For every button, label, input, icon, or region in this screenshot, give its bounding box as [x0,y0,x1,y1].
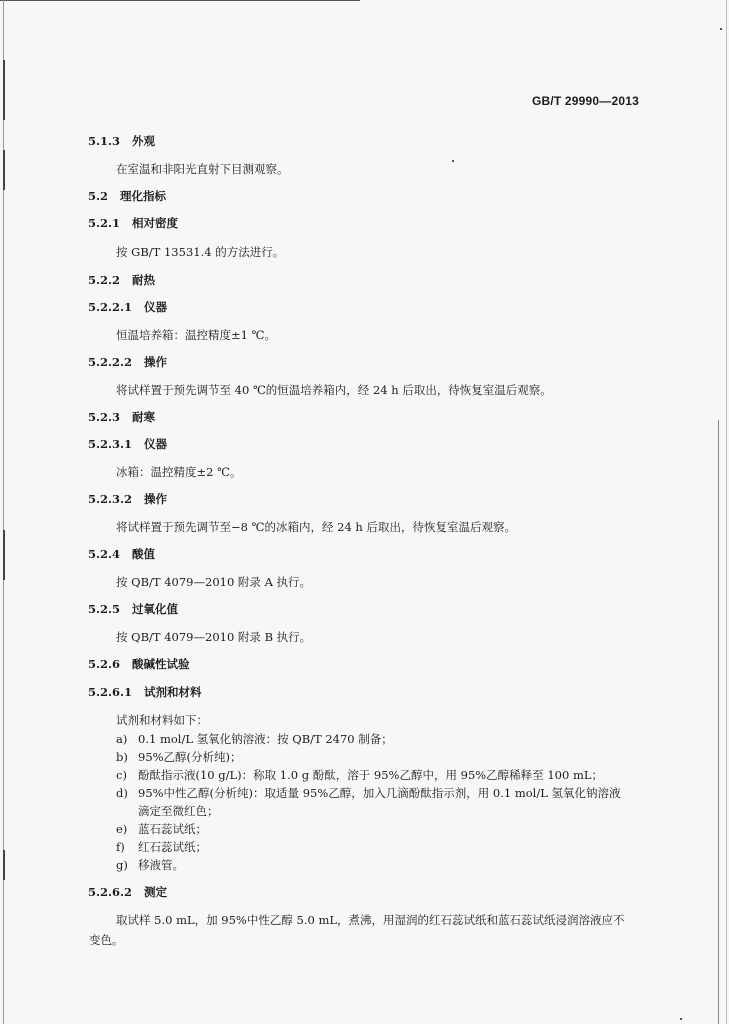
paragraph: 在室温和非阳光直射下目测观察。 [116,162,289,176]
scan-mark [3,150,5,190]
scan-edge-top [0,0,360,1]
heading-5-2: 5.2 理化指标 [88,189,167,203]
list-item-continuation: 滴定至微红色； [138,804,219,818]
paragraph: 将试样置于预先调节至−8 ℃的冰箱内，经 24 h 后取出，待恢复室温后观察。 [116,520,516,534]
heading-5-2-2-2: 5.2.2.2 操作 [88,355,168,369]
scan-speck [452,160,454,162]
list-item: e) 蓝石蕊试纸； [116,822,207,836]
scan-edge-right [718,420,719,1024]
scan-mark [3,530,5,580]
paragraph: 取试样 5.0 mL，加 95%中性乙醇 5.0 mL，煮沸，用湿润的红石蕊试纸和蓝石蕊试纸浸润溶液应不 [116,913,625,927]
paragraph: 按 QB/T 4079—2010 附录 A 执行。 [116,575,312,589]
list-item: c) 酚酞指示液(10 g/L)：称取 1.0 g 酚酞，溶于 95%乙醇中，用 95%乙醇稀释至 100 mL； [116,768,603,782]
heading-5-2-6: 5.2.6 酸碱性试验 [88,657,190,671]
list-item: g) 移液管。 [116,858,184,872]
paragraph: 按 QB/T 4079—2010 附录 B 执行。 [116,630,312,644]
list-item: a) 0.1 mol/L 氢氧化钠溶液：按 QB/T 2470 制备； [116,732,393,746]
heading-5-2-2: 5.2.2 耐热 [88,273,156,287]
heading-5-2-1: 5.2.1 相对密度 [88,216,179,230]
paragraph-continuation: 变色。 [89,933,124,947]
heading-5-1-3: 5.1.3 外观 [88,134,156,148]
heading-5-2-3-2: 5.2.3.2 操作 [88,492,168,506]
paragraph: 试剂和材料如下： [116,713,208,727]
standard-code: GB/T 29990—2013 [531,94,639,108]
scan-speck [680,1018,682,1020]
scan-mark [3,60,5,120]
heading-5-2-6-2: 5.2.6.2 测定 [88,885,168,899]
heading-5-2-5: 5.2.5 过氧化值 [88,602,179,616]
paragraph: 冰箱：温控精度±2 ℃。 [116,465,242,479]
list-item: f) 红石蕊试纸； [116,840,207,854]
list-item: d) 95%中性乙醇(分析纯)：取适量 95%乙醇，加入几滴酚酞指示剂，用 0.1 mol/L 氢氧化钠溶液 [116,786,621,800]
heading-5-2-4: 5.2.4 酸值 [88,547,156,561]
scan-speck [720,28,722,30]
scan-edge-right-outer [726,0,727,1024]
heading-5-2-3-1: 5.2.3.1 仪器 [88,437,168,451]
list-item: b) 95%乙醇(分析纯)； [116,750,242,764]
paragraph: 将试样置于预先调节至 40 ℃的恒温培养箱内，经 24 h 后取出，待恢复室温后观察。 [116,383,552,397]
paragraph: 按 GB/T 13531.4 的方法进行。 [116,245,285,259]
scan-mark [3,850,5,880]
heading-5-2-2-1: 5.2.2.1 仪器 [88,300,168,314]
heading-5-2-6-1: 5.2.6.1 试剂和材料 [88,685,202,699]
paragraph: 恒温培养箱：温控精度±1 ℃。 [116,328,276,342]
heading-5-2-3: 5.2.3 耐寒 [88,410,156,424]
